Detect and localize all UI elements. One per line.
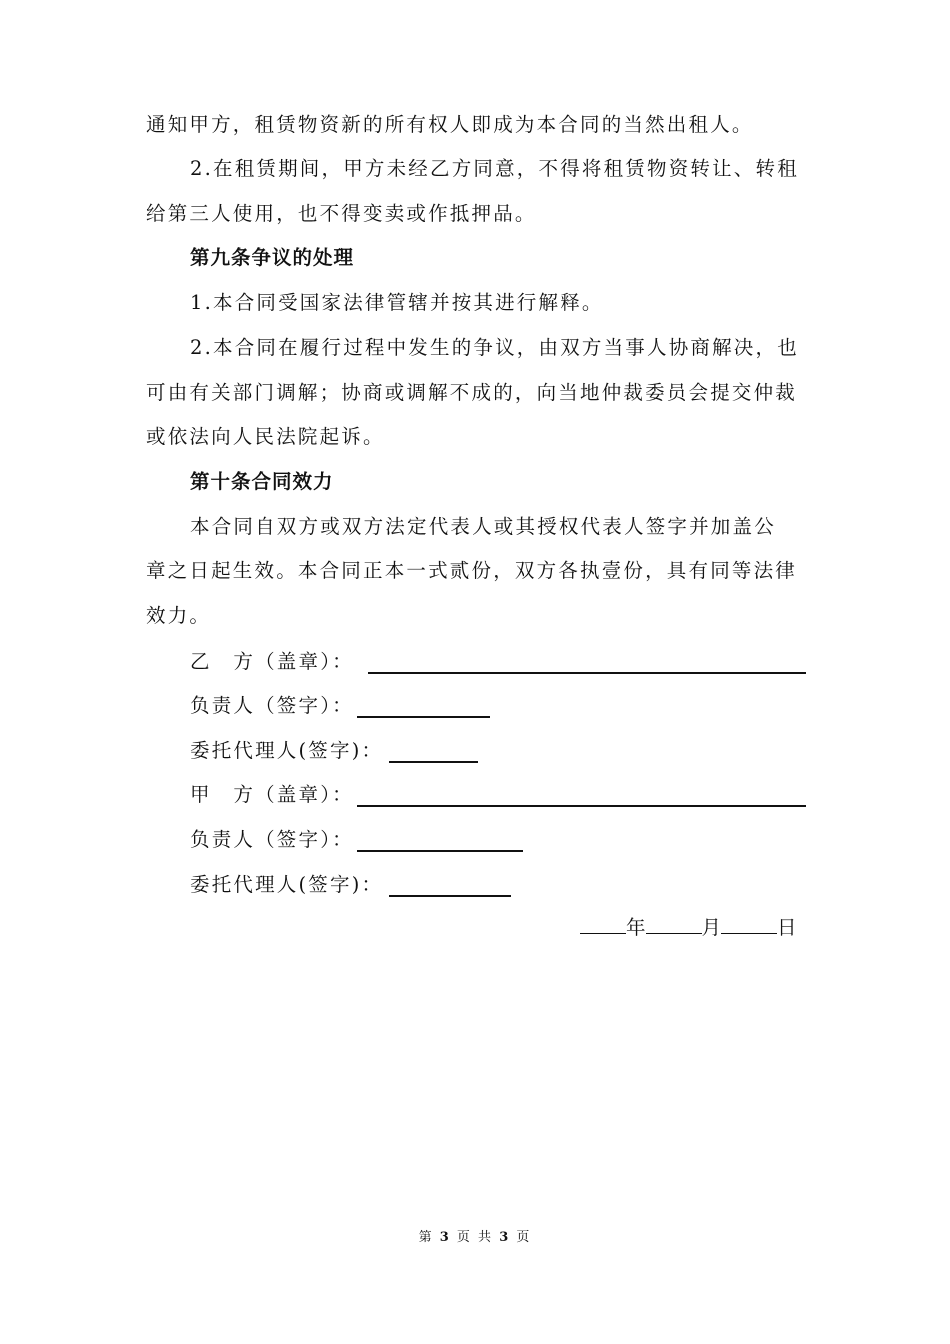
party-a-agent-label: 委托代理人(签字)： <box>190 873 384 896</box>
paragraph-line: 2.本合同在履行过程中发生的争议，由双方当事人协商解决，也 <box>190 336 799 359</box>
page-footer <box>0 1229 950 1247</box>
party-a-head-line <box>357 850 523 852</box>
party-a-agent-line <box>389 895 511 897</box>
party-a-seal-label: 甲 方（盖章）： <box>190 783 354 806</box>
party-a-head-label: 负责人（签字）： <box>190 828 354 851</box>
signing-date <box>580 915 797 941</box>
paragraph-line: 本合同自双方或双方法定代表人或其授权代表人签字并加盖公 <box>190 515 776 538</box>
party-b-seal-line <box>368 672 806 674</box>
paragraph-line: 2.在租赁期间，甲方未经乙方同意，不得将租赁物资转让、转租 <box>190 157 799 180</box>
month-label: 月 <box>701 916 722 939</box>
year-blank <box>580 915 626 934</box>
party-b-agent-line <box>389 761 478 763</box>
paragraph-line: 或依法向人民法院起诉。 <box>146 425 385 448</box>
paragraph-line: 章之日起生效。本合同正本一式贰份，双方各执壹份，具有同等法律 <box>146 559 798 582</box>
month-blank <box>646 915 702 934</box>
day-label: 日 <box>777 916 797 939</box>
party-b-head-line <box>357 716 490 718</box>
section-heading-9: 第九条争议的处理 <box>190 246 355 269</box>
footer-page-number: 3 <box>439 1230 451 1245</box>
section-heading-10: 第十条合同效力 <box>190 470 334 493</box>
party-b-head-label: 负责人（签字）： <box>190 694 354 717</box>
paragraph-line: 效力。 <box>146 604 212 627</box>
paragraph-line: 可由有关部门调解；协商或调解不成的，向当地仲裁委员会提交仲裁 <box>146 381 798 404</box>
paragraph-line: 给第三人使用，也不得变卖或作抵押品。 <box>146 202 537 225</box>
paragraph-line: 1.本合同受国家法律管辖并按其进行解释。 <box>190 291 604 314</box>
year-label: 年 <box>626 916 646 939</box>
footer-suffix: 页 <box>516 1230 532 1245</box>
footer-prefix: 第 <box>418 1230 434 1245</box>
paragraph-line: 通知甲方，租赁物资新的所有权人即成为本合同的当然出租人。 <box>146 113 754 136</box>
footer-total-pages: 3 <box>499 1230 511 1245</box>
party-b-agent-label: 委托代理人(签字)： <box>190 739 384 762</box>
day-blank <box>721 915 777 934</box>
party-b-seal-label: 乙 方（盖章）： <box>190 650 354 673</box>
footer-middle: 页 共 <box>456 1230 494 1245</box>
party-a-seal-line <box>357 805 806 807</box>
